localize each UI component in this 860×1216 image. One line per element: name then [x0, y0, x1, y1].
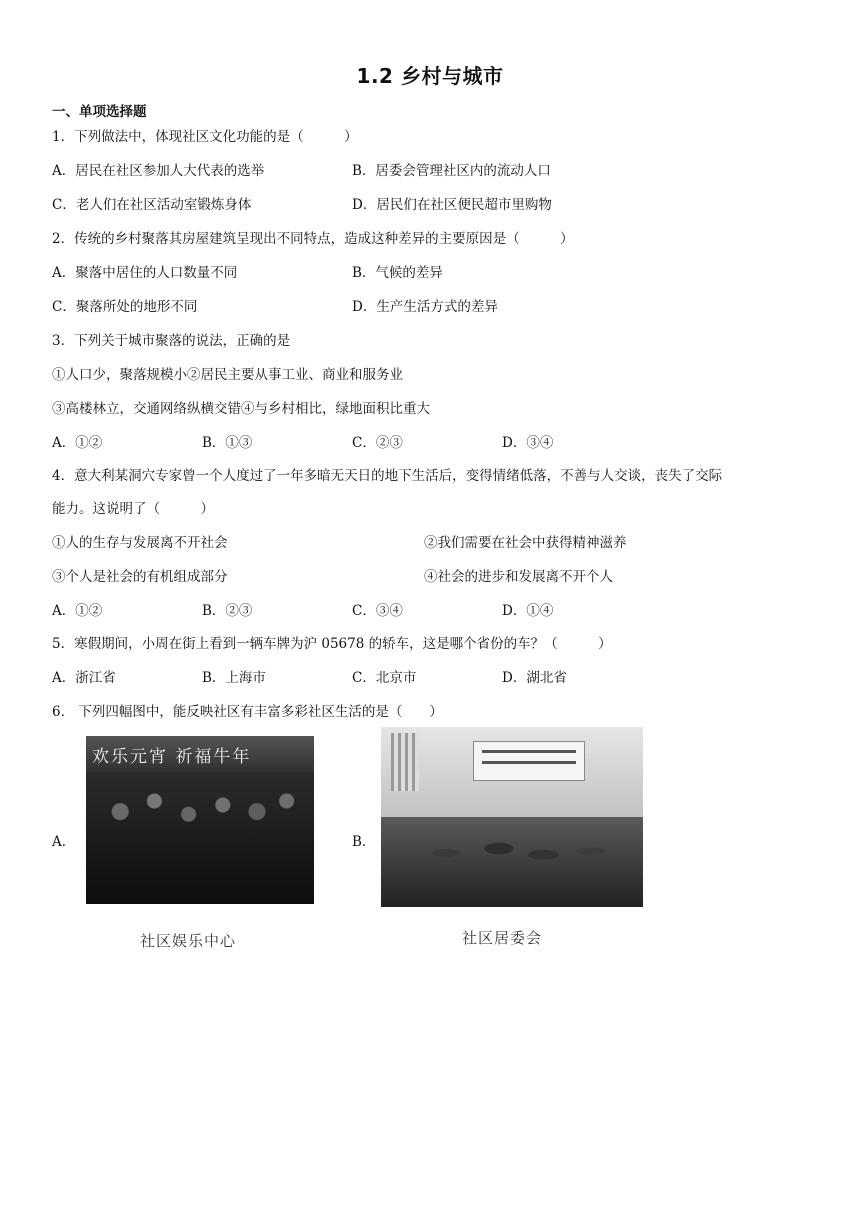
question-1-option-d: D．居民们在社区便民超市里购物 [352, 197, 552, 213]
question-5-option-c: C．北京市 [352, 670, 417, 686]
question-5-stem: 5．寒假期间，小周在街上看到一辆车牌为沪 05678 的轿车，这是哪个省份的车？（ ） [52, 636, 612, 652]
question-5-option-b: B．上海市 [202, 670, 266, 686]
question-2-option-b: B．气候的差异 [352, 265, 443, 281]
question-1-option-a: A．居民在社区参加人大代表的选举 [52, 163, 265, 179]
question-4-statement-3: ③个人是社会的有机组成部分 [52, 569, 228, 585]
question-4-option-a: A．①② [52, 603, 103, 619]
photo-crowd [86, 772, 314, 904]
question-6-option-a-label: A． [52, 834, 76, 850]
photo-sign-board [473, 741, 585, 781]
question-1-option-c: C．老人们在社区活动室锻炼身体 [52, 197, 252, 213]
question-2-option-a: A．聚落中居住的人口数量不同 [52, 265, 238, 281]
question-2-option-d: D．生产生活方式的差异 [352, 299, 498, 315]
question-3-statements-2: ③高楼林立，交通网络纵横交错④与乡村相比，绿地面积比重大 [52, 401, 430, 417]
question-5-option-a: A．浙江省 [52, 670, 116, 686]
photo-meeting-room [381, 817, 643, 907]
question-6-stem: 6． 下列四幅图中，能反映社区有丰富多彩社区生活的是（ ） [52, 704, 443, 720]
photo-b-caption: 社区居委会 [462, 929, 543, 947]
photo-banner-text: 欢乐元宵 祈福牛年 [92, 747, 252, 767]
question-3-option-a: A．①② [52, 435, 103, 451]
question-1-option-b: B．居委会管理社区内的流动人口 [352, 163, 551, 179]
question-4-statement-2: ②我们需要在社会中获得精神滋养 [424, 535, 627, 551]
question-4-option-b: B．②③ [202, 603, 253, 619]
question-2-stem: 2．传统的乡村聚落其房屋建筑呈现出不同特点，造成这种差异的主要原因是（ ） [52, 231, 574, 247]
question-4-option-c: C．③④ [352, 603, 403, 619]
photo-community-entertainment [86, 736, 314, 904]
question-3-option-d: D．③④ [502, 435, 554, 451]
question-4-option-d: D．①④ [502, 603, 554, 619]
question-3-option-c: C．②③ [352, 435, 403, 451]
photo-window [391, 733, 419, 791]
question-3-stem: 3．下列关于城市聚落的说法，正确的是 [52, 333, 291, 349]
question-4-stem-line-1: 4．意大利某洞穴专家曾一个人度过了一年多暗无天日的地下生活后，变得情绪低落，不善与人交谈，丧失了交际 [52, 468, 723, 484]
question-4-stem-line-2: 能力。这说明了（ ） [52, 501, 214, 517]
photo-community-committee [381, 727, 643, 907]
page-title: 1.2 乡村与城市 [356, 64, 504, 88]
question-4-statement-4: ④社会的进步和发展离不开个人 [424, 569, 613, 585]
question-1-stem: 1．下列做法中，体现社区文化功能的是（ ） [52, 129, 358, 145]
question-3-statements-1: ①人口少，聚落规模小②居民主要从事工业、商业和服务业 [52, 367, 403, 383]
question-3-option-b: B．①③ [202, 435, 253, 451]
question-6-option-b-label: B． [352, 834, 376, 850]
photo-a-caption: 社区娱乐中心 [140, 932, 237, 950]
section-heading: 一、单项选择题 [52, 104, 147, 120]
question-5-option-d: D．湖北省 [502, 670, 567, 686]
question-2-option-c: C．聚落所处的地形不同 [52, 299, 198, 315]
question-4-statement-1: ①人的生存与发展离不开社会 [52, 535, 228, 551]
